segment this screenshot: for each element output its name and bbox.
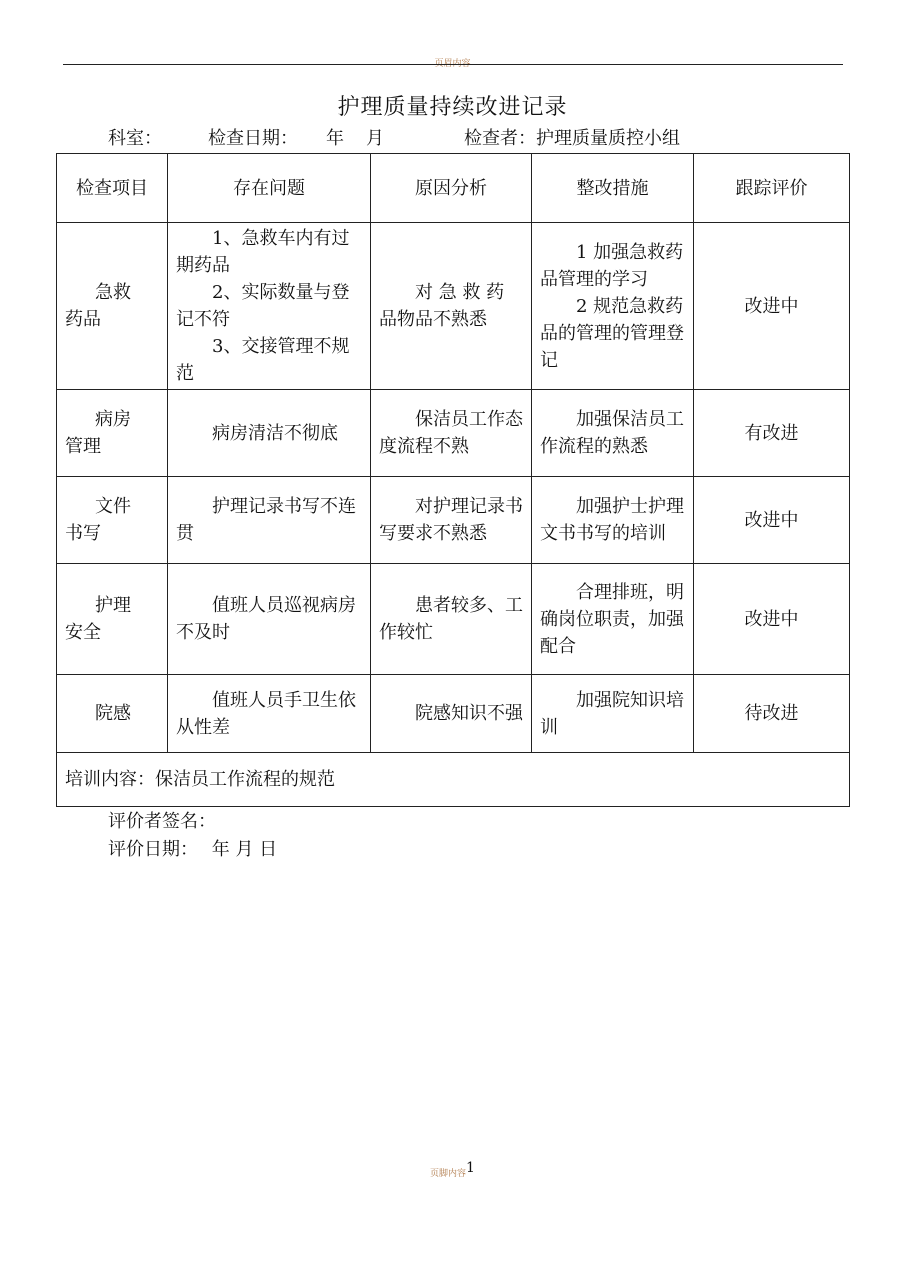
- document-title: 护理质量持续改进记录: [337, 95, 568, 120]
- evaluation-footer: [108, 808, 277, 864]
- measure-cell: 合理排班，明确岗位职责，加强配合: [532, 564, 694, 675]
- year-label: 年: [326, 128, 344, 149]
- check-item-cell: 护理 安全: [57, 564, 168, 675]
- check-item-cell: 院感: [57, 675, 168, 753]
- check-item-cell: 急救 药品: [57, 223, 168, 390]
- table-row: [57, 564, 850, 675]
- problem-cell: 值班人员手卫生依从性差: [168, 675, 371, 753]
- department-label: 科室：: [108, 128, 162, 149]
- page-footer-text: 页脚内容: [430, 1169, 467, 1179]
- measure-cell: 加强保洁员工作流程的熟悉: [532, 390, 694, 477]
- evaluation-cell: 改进中: [694, 223, 850, 390]
- evaluation-cell: 改进中: [694, 564, 850, 675]
- training-row: [57, 753, 850, 807]
- measure-cell: 加强院知识培训: [532, 675, 694, 753]
- page-footer: [0, 1160, 905, 1179]
- header-evaluation: 跟踪评价: [694, 154, 850, 223]
- problem-cell: 护理记录书写不连贯: [168, 477, 371, 564]
- eval-date-label: 评价日期：: [108, 839, 198, 860]
- table-row: [57, 675, 850, 753]
- evaluation-cell: 有改进: [694, 390, 850, 477]
- table-row: [57, 390, 850, 477]
- cause-cell: 对护理记录书写要求不熟悉: [371, 477, 532, 564]
- page-number: 1: [466, 1160, 475, 1176]
- header-check-item: 检查项目: [57, 154, 168, 223]
- header-rule: [63, 64, 843, 65]
- cause-cell: 院感知识不强: [371, 675, 532, 753]
- evaluation-cell: 待改进: [694, 675, 850, 753]
- cause-cell: 患者较多、工作较忙: [371, 564, 532, 675]
- quality-record-table: [56, 153, 850, 807]
- inspector-label: 检查者：护理质量质控小组: [464, 128, 680, 149]
- measure-cell: 1 加强急救药品管理的学习 2 规范急救药品的管理的管理登记: [532, 223, 694, 390]
- table-row: [57, 223, 850, 390]
- header-measure: 整改措施: [532, 154, 694, 223]
- table-header-row: [57, 154, 850, 223]
- training-content: 培训内容：保洁员工作流程的规范: [57, 753, 850, 807]
- problem-cell: 值班人员巡视病房不及时: [168, 564, 371, 675]
- problem-cell: 1、急救车内有过期药品 2、实际数量与登记不符 3、交接管理不规范: [168, 223, 371, 390]
- header-cause: 原因分析: [371, 154, 532, 223]
- check-item-cell: 病房 管理: [57, 390, 168, 477]
- eval-date-parts: 年 月 日: [211, 839, 278, 860]
- evaluation-cell: 改进中: [694, 477, 850, 564]
- month-label: 月: [366, 128, 384, 149]
- table-row: [57, 477, 850, 564]
- signature-label: 评价者签名：: [108, 811, 216, 832]
- eval-date-line: [108, 836, 277, 864]
- page-header-text: 页眉内容: [434, 59, 471, 69]
- cause-cell: 对 急 救 药 品物品不熟悉: [371, 223, 532, 390]
- problem-cell: 病房清洁不彻底: [168, 390, 371, 477]
- header-problem: 存在问题: [168, 154, 371, 223]
- cause-cell: 保洁员工作态度流程不熟: [371, 390, 532, 477]
- measure-cell: 加强护士护理文书书写的培训: [532, 477, 694, 564]
- check-item-cell: 文件 书写: [57, 477, 168, 564]
- check-date-label: 检查日期：: [208, 128, 298, 149]
